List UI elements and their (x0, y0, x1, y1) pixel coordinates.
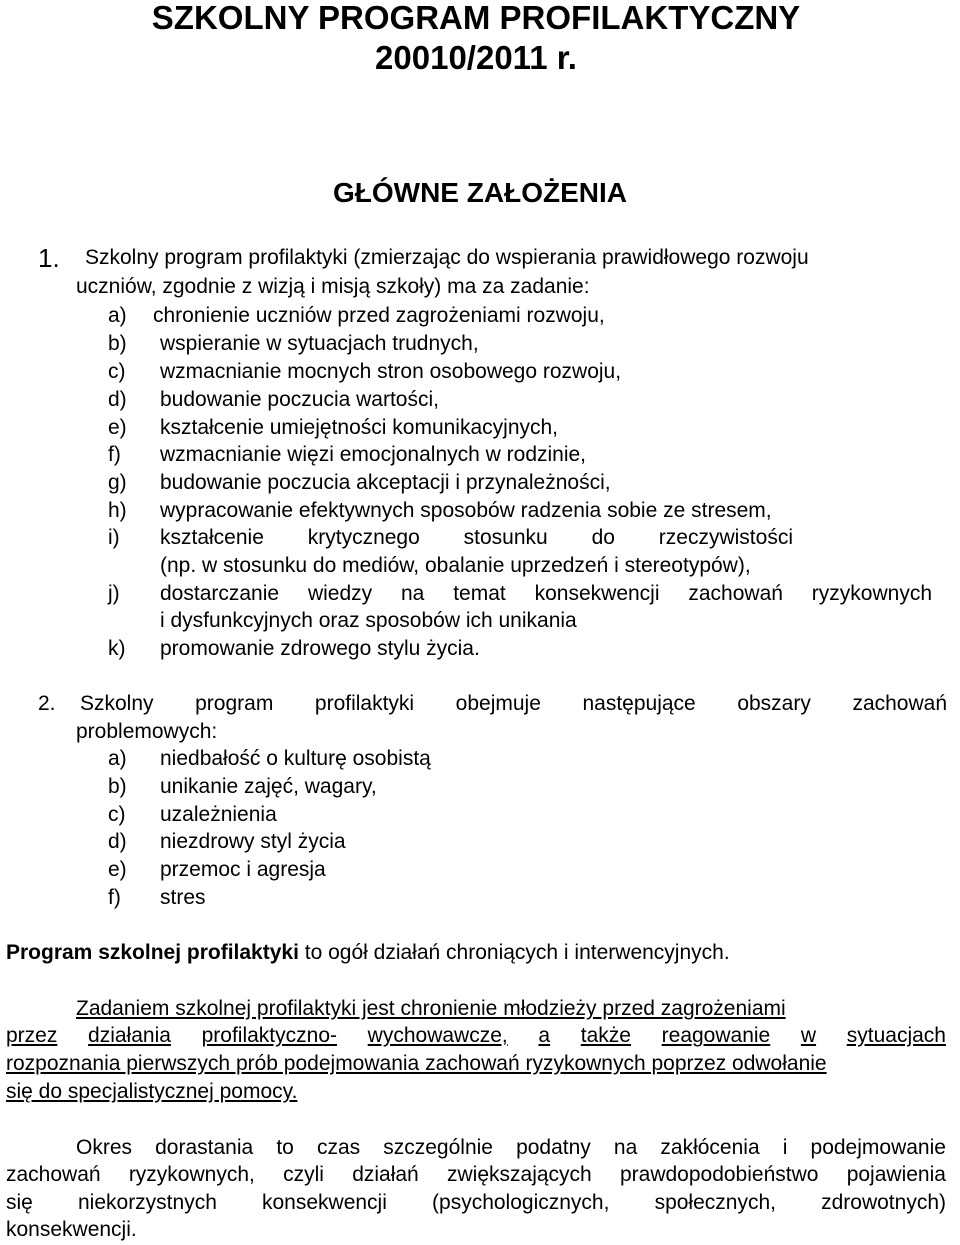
word: pojawienia (846, 1163, 946, 1186)
word: zakłócenia (660, 1136, 760, 1159)
point-2-number: 2. (38, 692, 56, 715)
point-2-intro-line2: problemowych: (76, 720, 218, 743)
word: program (195, 692, 274, 715)
task-paragraph-line4: się do specjalistycznej pomocy. (6, 1080, 298, 1103)
word: zachowań (6, 1163, 101, 1186)
word: w (800, 1024, 817, 1047)
word: ryzykownych, (128, 1163, 255, 1186)
closing-paragraph-line4: konsekwencji. (6, 1218, 137, 1241)
word: czas (316, 1136, 361, 1159)
word: kształcenie (160, 526, 264, 549)
word: prawdopodobieństwo (619, 1163, 819, 1186)
word: niekorzystnych (77, 1191, 217, 1214)
list-item-text: wzmacnianie więzi emocjonalnych w rodzinie, (160, 443, 587, 466)
list-item-text: wspieranie w sytuacjach trudnych, (160, 332, 479, 355)
list-item-letter: b) (108, 775, 127, 798)
word: reagowanie (661, 1024, 771, 1047)
list-item-letter: a) (108, 304, 127, 327)
word: wychowawcze, (367, 1024, 508, 1047)
section-heading: GŁÓWNE ZAŁOŻENIA (333, 177, 627, 208)
list-item-letter: c) (108, 360, 126, 383)
word: na (401, 582, 425, 605)
list-item-text: niezdrowy styl życia (160, 830, 346, 853)
word: sytuacjach (846, 1024, 946, 1047)
word: Okres (76, 1136, 133, 1159)
word: rzeczywistości (658, 526, 793, 549)
task-paragraph-line1: Zadaniem szkolnej profilaktyki jest chronienie młodzieży przed zagrożeniami (76, 997, 786, 1020)
list-item-letter: j) (108, 582, 120, 605)
list-item-letter: i) (108, 526, 120, 549)
list-item-letter: f) (108, 886, 121, 909)
point-1-intro-line1: Szkolny program profilaktyki (zmierzając do wspierania prawidłowego rozwoju (85, 246, 809, 269)
list-item-letter: f) (108, 443, 121, 466)
list-item-letter: d) (108, 388, 127, 411)
list-item-text: niedbałość o kulturę osobistą (160, 747, 431, 770)
list-item-text: wypracowanie efektywnych sposobów radzenia sobie ze stresem, (160, 499, 772, 522)
list-item-text-continuation: i dysfunkcyjnych oraz sposobów ich unikania (160, 609, 577, 632)
definition-term: Program szkolnej profilaktyki (6, 941, 299, 964)
closing-paragraph-line1 (76, 1134, 946, 1162)
word: także (580, 1024, 631, 1047)
list-item-text-justified (160, 524, 793, 552)
word: temat (453, 582, 506, 605)
word: szczególnie (383, 1136, 493, 1159)
document-title: SZKOLNY PROGRAM PROFILAKTYCZNY (151, 0, 801, 36)
word: krytycznego (307, 526, 420, 549)
word: społecznych, (654, 1191, 776, 1214)
word: wiedzy (307, 582, 373, 605)
list-item-letter: g) (108, 471, 127, 494)
list-item-letter: h) (108, 499, 127, 522)
word: (psychologicznych, (432, 1191, 610, 1214)
word: konsekwencji (534, 582, 660, 605)
definition-paragraph (6, 939, 730, 967)
list-item-text-continuation: (np. w stosunku do mediów, obalanie uprzedzeń i stereotypów), (160, 554, 751, 577)
definition-text: to ogół działań chroniących i interwencyjnych. (298, 941, 730, 964)
list-item-text: promowanie zdrowego stylu życia. (160, 637, 480, 660)
list-item-letter: e) (108, 416, 127, 439)
list-item-text: przemoc i agresja (160, 858, 326, 881)
list-item-text: unikanie zajęć, wagary, (160, 775, 377, 798)
word: stosunku (463, 526, 548, 549)
word: dostarczanie (160, 582, 280, 605)
closing-paragraph-line3 (6, 1189, 946, 1217)
list-item-letter: c) (108, 803, 126, 826)
word: na (613, 1136, 638, 1159)
word: obejmuje (455, 692, 541, 715)
point-1-number: 1. (38, 243, 60, 273)
word: i (782, 1136, 788, 1159)
word: zwiększających (447, 1163, 592, 1186)
word: ryzykownych (811, 582, 932, 605)
list-item-text: wzmacnianie mocnych stron osobowego rozwoju, (160, 360, 622, 383)
list-item-letter: d) (108, 830, 127, 853)
word: konsekwencji (262, 1191, 387, 1214)
list-item-text: chronienie uczniów przed zagrożeniami rozwoju, (153, 304, 605, 327)
list-item-text: stres (160, 886, 206, 909)
list-item-text: kształcenie umiejętności komunikacyjnych, (160, 416, 559, 439)
list-item-letter: a) (108, 747, 127, 770)
point-1-intro-line2: uczniów, zgodnie z wizją i misją szkoły) ma za zadanie: (76, 275, 590, 298)
closing-paragraph-line2 (6, 1161, 946, 1189)
word: działania (88, 1024, 171, 1047)
list-item-text: budowanie poczucia wartości, (160, 388, 439, 411)
word: przez (6, 1024, 58, 1047)
word: się (6, 1191, 33, 1214)
word: profilaktyczno- (201, 1024, 337, 1047)
word: profilaktyki (314, 692, 415, 715)
document-title-year: 20010/2011 r. (375, 39, 577, 76)
list-item-text-justified (160, 580, 932, 608)
list-item-letter: e) (108, 858, 127, 881)
task-paragraph-line3: rozpoznania pierwszych prób podejmowania zachowań ryzykownych poprzez odwołanie (6, 1052, 827, 1075)
word: do (591, 526, 615, 549)
word: obszary (737, 692, 811, 715)
word: czyli (283, 1163, 324, 1186)
word: dorastania (155, 1136, 254, 1159)
word: zachowań (852, 692, 947, 715)
list-item-letter: k) (108, 637, 126, 660)
word: Szkolny (80, 692, 154, 715)
list-item-text: budowanie poczucia akceptacji i przynależności, (160, 471, 611, 494)
word: działań (352, 1163, 419, 1186)
word: zachowań (688, 582, 783, 605)
word: a (538, 1024, 551, 1047)
word: zdrowotnych) (821, 1191, 946, 1214)
word: podejmowanie (810, 1136, 946, 1159)
word: podatny (516, 1136, 591, 1159)
list-item-text: uzależnienia (160, 803, 277, 826)
word: to (276, 1136, 294, 1159)
point-2-intro-line1 (80, 690, 947, 718)
list-item-letter: b) (108, 332, 127, 355)
word: następujące (582, 692, 696, 715)
task-paragraph-line2 (6, 1022, 946, 1050)
